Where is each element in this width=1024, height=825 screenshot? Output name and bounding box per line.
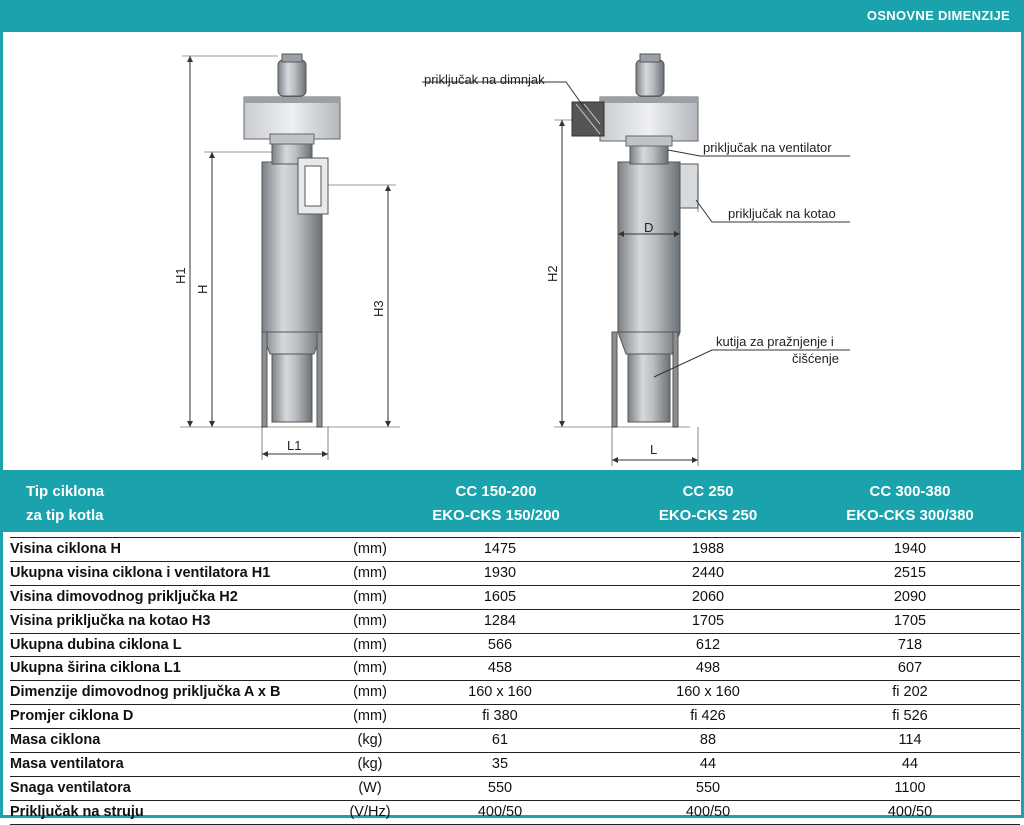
row-value: 400/50 <box>685 803 731 820</box>
row-value: fi 526 <box>892 708 928 725</box>
row-unit: (W) <box>358 779 382 796</box>
column-header-2 <box>598 480 818 528</box>
row-value: 550 <box>695 779 721 796</box>
row-value: 1605 <box>483 588 517 605</box>
table-row <box>10 634 1020 658</box>
row-value: 1930 <box>483 564 517 581</box>
row-value: 400/50 <box>477 803 523 820</box>
row-value: 566 <box>487 636 513 653</box>
row-label: Dimenzije dimovodnog priključka A x B <box>10 684 281 701</box>
dim-label-d: D <box>644 220 654 235</box>
row-value: 718 <box>897 636 923 653</box>
row-value: 2090 <box>893 588 927 605</box>
row-unit: (V/Hz) <box>349 803 391 820</box>
row-value: 1705 <box>893 612 927 629</box>
dim-label-l1: L1 <box>287 438 302 453</box>
dim-label-h1: H1 <box>173 267 188 284</box>
cyclone-side-view <box>572 54 698 427</box>
callout-prikljucak-ventilator: priključak na ventilator <box>703 140 832 155</box>
row-label: Visina ciklona H <box>10 541 121 557</box>
column-header-1-line1: CC 150-200 <box>455 483 537 500</box>
table-row <box>10 777 1020 801</box>
row-value: 1705 <box>691 612 725 629</box>
row-value: 114 <box>898 732 922 749</box>
header-label-line1: Tip ciklona <box>26 483 105 500</box>
cyclone-front-view <box>244 54 340 427</box>
row-value: 35 <box>491 756 509 773</box>
table-row <box>10 657 1020 681</box>
page-title: OSNOVNE DIMENZIJE <box>866 8 1010 23</box>
row-label: Priključak na struju <box>10 803 144 820</box>
column-header-1 <box>386 480 606 528</box>
row-value: 550 <box>487 779 513 796</box>
row-value: 1940 <box>893 541 927 557</box>
row-value: 400/50 <box>887 803 933 820</box>
row-value: 61 <box>491 732 509 749</box>
technical-drawing <box>0 32 1024 470</box>
callout-prikljucak-dimnjak: priključak na dimnjak <box>424 72 545 87</box>
row-label: Ukupna visina ciklona i ventilatora H1 <box>10 564 271 581</box>
row-value: 458 <box>487 660 513 677</box>
row-unit: (mm) <box>353 684 387 701</box>
row-unit: (mm) <box>353 564 387 581</box>
row-unit: (kg) <box>357 756 383 773</box>
row-value: fi 426 <box>690 708 726 725</box>
callout-kutija-line2: čišćenje <box>792 351 839 366</box>
row-value: 498 <box>695 660 721 677</box>
row-unit: (mm) <box>353 588 387 605</box>
row-label: Ukupna širina ciklona L1 <box>10 660 181 677</box>
row-value: 2060 <box>691 588 725 605</box>
table-header-label <box>26 480 104 528</box>
row-value: 160 x 160 <box>676 684 740 701</box>
row-value: 2440 <box>691 564 725 581</box>
row-unit: (mm) <box>353 612 387 629</box>
callout-prikljucak-kotao: priključak na kotao <box>728 206 836 221</box>
row-unit: (mm) <box>353 708 387 725</box>
column-header-3 <box>800 480 1020 528</box>
table-row <box>10 681 1020 705</box>
row-unit: (mm) <box>353 660 387 677</box>
row-value: 1100 <box>894 779 926 796</box>
row-label: Promjer ciklona D <box>10 708 134 725</box>
dim-label-h2: H2 <box>545 265 560 282</box>
row-value: 2515 <box>893 564 927 581</box>
table-row <box>10 801 1020 825</box>
row-value: 612 <box>695 636 721 653</box>
row-value: 1988 <box>691 541 725 557</box>
column-header-2-line2: EKO-CKS 250 <box>658 507 758 524</box>
row-label: Masa ventilatora <box>10 756 124 773</box>
row-value: 1284 <box>483 612 517 629</box>
dim-label-h3: H3 <box>371 300 386 317</box>
column-header-3-line2: EKO-CKS 300/380 <box>846 507 974 524</box>
row-label: Snaga ventilatora <box>10 779 131 796</box>
row-label: Visina priključka na kotao H3 <box>10 612 211 629</box>
row-value: 607 <box>897 660 923 677</box>
row-unit: (kg) <box>357 732 383 749</box>
callout-kutija-line1: kutija za pražnjenje i <box>716 334 834 349</box>
column-header-2-line1: CC 250 <box>682 483 734 500</box>
spec-table <box>10 537 1020 825</box>
table-row <box>10 537 1020 562</box>
column-header-1-line2: EKO-CKS 150/200 <box>432 507 560 524</box>
row-label: Ukupna dubina ciklona L <box>10 636 182 653</box>
row-label: Masa ciklona <box>10 732 101 749</box>
row-unit: (mm) <box>353 541 387 557</box>
table-row <box>10 753 1020 777</box>
table-header <box>0 470 1024 532</box>
table-row <box>10 610 1020 634</box>
row-value: 44 <box>901 756 919 773</box>
row-value: fi 380 <box>482 708 518 725</box>
column-header-3-line1: CC 300-380 <box>869 483 951 500</box>
table-row <box>10 586 1020 610</box>
table-row <box>10 705 1020 729</box>
row-value: 44 <box>699 756 717 773</box>
row-value: 1475 <box>483 541 517 557</box>
row-value: 88 <box>699 732 717 749</box>
header-bar <box>0 0 1024 32</box>
dim-label-l: L <box>650 442 658 457</box>
row-label: Visina dimovodnog priključka H2 <box>10 588 238 605</box>
table-row <box>10 729 1020 753</box>
header-label-line2: za tip kotla <box>26 507 104 524</box>
row-value: fi 202 <box>892 684 928 701</box>
row-value: 160 x 160 <box>468 684 532 701</box>
table-row <box>10 562 1020 586</box>
dim-label-h: H <box>195 284 210 294</box>
row-unit: (mm) <box>353 636 387 653</box>
